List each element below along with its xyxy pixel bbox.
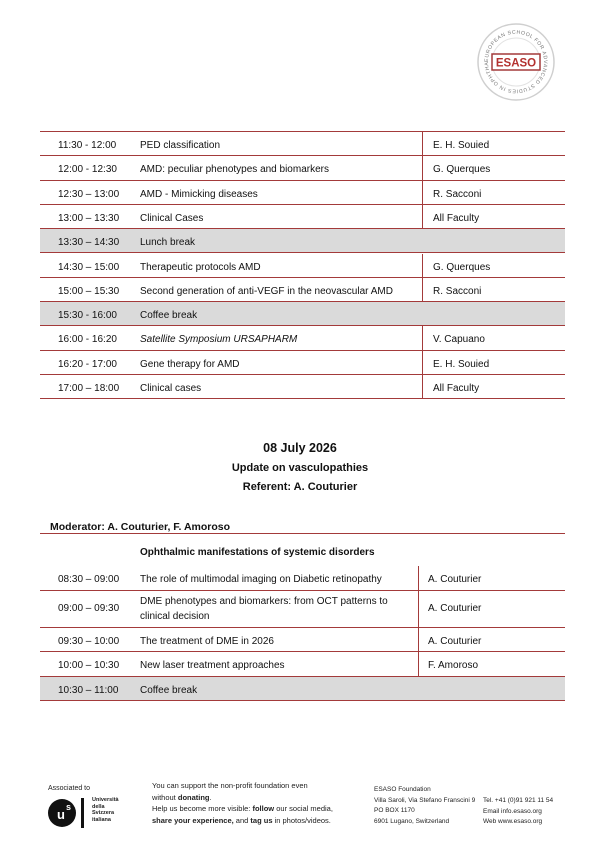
session-title: PED classification (140, 140, 221, 151)
session-time: 09:00 – 09:30 (58, 603, 120, 614)
session-speaker: G. Querques (433, 164, 491, 176)
session-title: Coffee break (140, 684, 198, 696)
support-line-2a: without (152, 792, 178, 802)
session-title: Gene therapy for AMD (140, 358, 240, 370)
table-row (40, 181, 565, 205)
column-divider (422, 351, 423, 375)
address-line-2: Villa Saroli, Via Stefano Franscini 9 (374, 796, 476, 804)
session-speaker: A. Couturier (428, 603, 482, 614)
session-speaker: E. H. Souied (433, 140, 490, 151)
usi-logo (48, 796, 86, 830)
session-title: New laser treatment approaches (140, 660, 285, 671)
session-time: 16:00 - 16:20 (58, 334, 117, 346)
session-title: AMD: peculiar phenotypes and biomarkers (140, 164, 329, 176)
support-line-1: You can support the non-profit foundation even (152, 781, 308, 790)
svg-text:u: u (57, 807, 65, 822)
esaso-logo (476, 22, 556, 102)
session-time: 16:20 - 17:00 (58, 358, 117, 370)
address-line-3: PO BOX 1170 (374, 807, 415, 814)
session-title-line-2: clinical decision (140, 610, 210, 622)
logo-arc-text: EUROPEAN SCHOOL FOR ADVANCED STUDIES IN OPHTHA (483, 29, 549, 94)
address-line-4: 6901 Lugano, Switzerland (374, 817, 450, 825)
table-row (40, 566, 565, 591)
session-time: 13:00 – 13:30 (58, 212, 120, 224)
table-row (40, 677, 565, 702)
column-divider (422, 375, 423, 399)
session-speaker: G. Querques (433, 261, 491, 273)
session-time: 09:30 – 10:00 (58, 635, 120, 647)
column-divider (422, 205, 423, 229)
usi-line-4: italiana (92, 816, 111, 823)
table-row (40, 229, 565, 253)
table-row (40, 205, 565, 229)
session-title-line-1: DME phenotypes and biomarkers: from OCT patterns to (140, 595, 388, 607)
session-title: AMD - Mimicking diseases (140, 188, 258, 200)
support-line-2b: donating (177, 792, 210, 802)
support-line-4a: share your experience, (152, 815, 234, 825)
session-time: 11:30 - 12:00 (58, 140, 117, 151)
session-title: Second generation of anti-VEGF in the neovascular AMD (140, 285, 393, 297)
column-divider (418, 652, 419, 677)
table-row (40, 156, 565, 180)
session-time: 13:30 – 14:30 (58, 237, 120, 249)
logo-name: ESASO (495, 57, 537, 70)
session-title: Coffee break (140, 310, 198, 322)
contact-web[interactable]: Web www.esaso.org (483, 818, 543, 825)
session-time: 15:30 - 16:00 (58, 310, 117, 322)
column-divider (422, 254, 423, 278)
column-divider (418, 591, 419, 628)
session-title: Satellite Symposium URSAPHARM (140, 334, 298, 346)
session-time: 08:30 – 09:00 (58, 574, 120, 585)
contact-block (483, 796, 553, 828)
table-row (40, 628, 565, 653)
session-time: 12:00 - 12:30 (58, 164, 117, 176)
support-line-4c: tag us (250, 815, 273, 825)
support-line-3a: Help us become more visible: (152, 804, 253, 813)
session-time: 12:30 – 13:00 (58, 188, 120, 200)
contact-tel: Tel. +41 (0)91 921 11 54 (483, 797, 554, 804)
address-line-1: ESASO Foundation (374, 786, 431, 793)
session-title: The role of multimodal imaging on Diabetic retinopathy (140, 574, 382, 585)
day-date: 08 July 2026 (263, 441, 337, 455)
session-time: 10:30 – 11:00 (58, 684, 119, 696)
usi-line-1: Università (92, 797, 119, 803)
column-divider (422, 278, 423, 302)
session-speaker: A. Couturier (428, 574, 482, 585)
day-referent: Referent: A. Couturier (242, 481, 358, 493)
table-row (40, 591, 565, 628)
session-title: Lunch break (140, 237, 196, 249)
associated-label: Associated to (48, 785, 91, 792)
session-speaker: A. Couturier (428, 635, 482, 647)
table-row (40, 132, 565, 156)
support-text (152, 780, 333, 826)
support-line-4b: and (233, 815, 251, 825)
support-line-4d: in photos/videos. (272, 815, 331, 825)
day-subtitle: Update on vasculopathies (231, 462, 369, 474)
column-divider (418, 566, 419, 591)
session-title: Therapeutic protocols AMD (140, 261, 261, 273)
session-time: 15:00 – 15:30 (58, 285, 120, 297)
row-divider (40, 398, 565, 399)
session-speaker: V. Capuano (433, 334, 485, 346)
column-divider (422, 326, 423, 350)
usi-line-2: della (92, 803, 105, 810)
session-speaker: R. Sacconi (433, 188, 482, 200)
column-divider (422, 156, 423, 180)
table-row (40, 302, 565, 326)
session-title: Clinical cases (140, 383, 202, 394)
table-row (40, 278, 565, 302)
address-block (374, 785, 475, 827)
support-line-3c: our social media, (274, 804, 333, 813)
usi-name (92, 797, 119, 823)
session-title (140, 596, 388, 622)
table-row (40, 351, 565, 375)
usi-line-3: Svizzera (92, 810, 115, 816)
session-speaker: All Faculty (433, 212, 480, 224)
support-line-2c: . (209, 792, 212, 802)
column-divider (422, 132, 423, 156)
session-time: 10:00 – 10:30 (58, 660, 120, 671)
table-row (40, 375, 565, 399)
session-time: 17:00 – 18:00 (58, 383, 120, 394)
session-title: The treatment of DME in 2026 (140, 635, 274, 647)
column-divider (418, 628, 419, 653)
session-speaker: All Faculty (433, 383, 480, 394)
svg-text:s: s (66, 802, 72, 812)
session-title: Clinical Cases (140, 212, 204, 224)
support-line-3b: follow (252, 804, 275, 813)
contact-email[interactable]: Email info.esaso.org (483, 807, 542, 815)
section-title: Ophthalmic manifestations of systemic disorders (140, 547, 375, 558)
session-speaker: F. Amoroso (428, 660, 479, 671)
table-row (40, 254, 565, 278)
table-row (40, 326, 565, 350)
table-row (40, 652, 565, 677)
column-divider (422, 181, 423, 205)
session-time: 14:30 – 15:00 (58, 261, 120, 273)
moderator: Moderator: A. Couturier, F. Amoroso (50, 521, 231, 533)
row-divider (40, 700, 565, 701)
session-speaker: E. H. Souied (433, 358, 490, 370)
session-speaker: R. Sacconi (433, 285, 482, 297)
